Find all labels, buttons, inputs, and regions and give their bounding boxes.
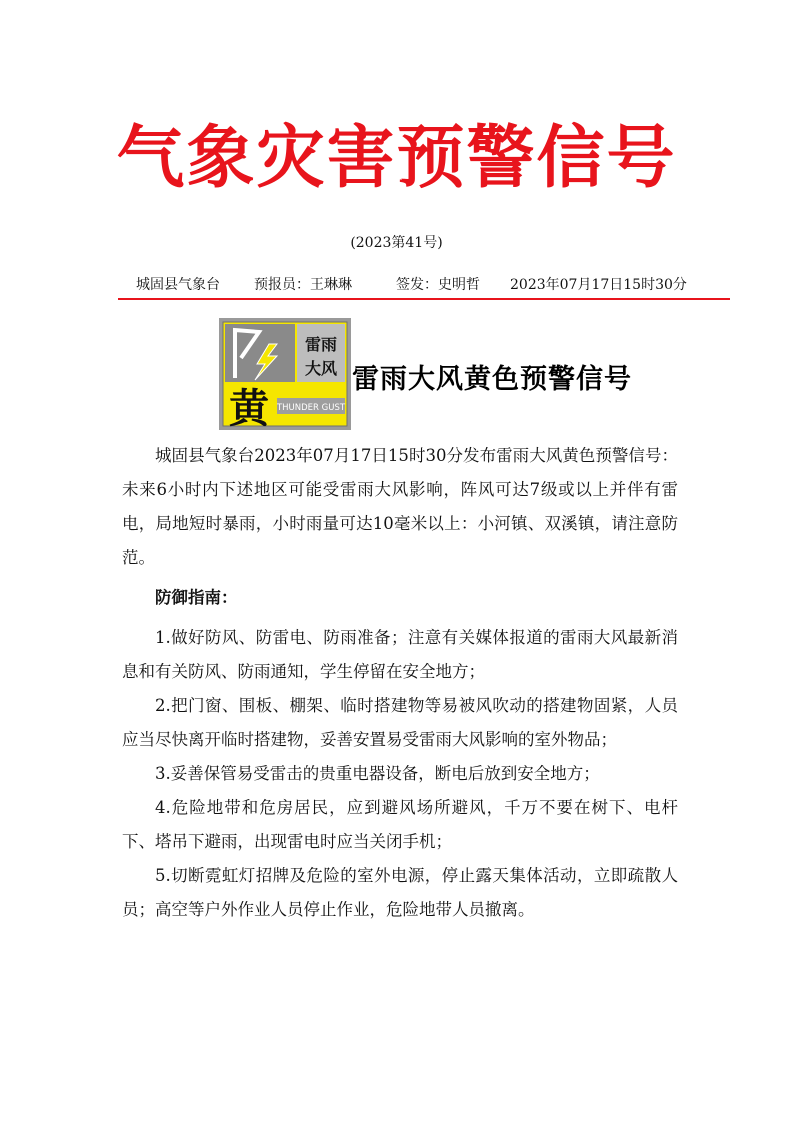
issuer-line	[136, 274, 728, 294]
thunder-gust-yellow-icon	[219, 318, 351, 430]
guide-item: 3.妥善保管易受雷击的贵重电器设备，断电后放到安全地方；	[155, 764, 600, 783]
signal-title: 雷雨大风黄色预警信号	[352, 364, 632, 395]
intro-paragraph: 城固县气象台2023年07月17日15时30分发布雷雨大风黄色预警信号：未来6小时内下述地区可能受雷雨大风影响，阵风可达7级或以上并伴有雷电，局地短时暴雨，小时雨量可达10毫米以上：小河镇、双溪镇，请注意防范。	[122, 446, 678, 567]
guide-item: 2.把门窗、围板、棚架、临时搭建物等易被风吹动的搭建物固紧，人员应当尽快离开临时搭建物，妥善安置易受雷雨大风影响的室外物品；	[122, 696, 678, 749]
badge-level: 黄	[229, 386, 269, 430]
red-divider	[118, 298, 730, 300]
document-number: (2023第41号)	[350, 235, 443, 251]
badge-english: THUNDER GUST	[276, 403, 346, 413]
guide-item: 1.做好防风、防雷电、防雨准备；注意有关媒体报道的雷雨大风最新消息和有关防风、防雨通知，学生停留在安全地方；	[122, 628, 678, 681]
guide-item: 4.危险地带和危房居民，应到避风场所避风，千万不要在树下、电杆下、塔吊下避雨，出现雷电时应当关闭手机；	[122, 798, 678, 851]
guide-item: 5.切断霓虹灯招牌及危险的室外电源，停止露天集体活动，立即疏散人员；高空等户外作业人员停止作业，危险地带人员撤离。	[122, 866, 678, 919]
forecaster: 预报员：王琳琳	[254, 277, 352, 293]
signer: 签发：史明哲	[396, 277, 480, 293]
guide-heading: 防御指南：	[155, 588, 238, 607]
badge-text-bottom: 大风	[304, 359, 338, 378]
issuer: 城固县气象台	[136, 277, 220, 293]
document-body	[122, 439, 678, 927]
badge-text-top: 雷雨	[304, 335, 338, 354]
document-title: 气象灾害预警信号	[116, 118, 677, 198]
issued-time: 2023年07月17日15时30分	[510, 277, 687, 293]
